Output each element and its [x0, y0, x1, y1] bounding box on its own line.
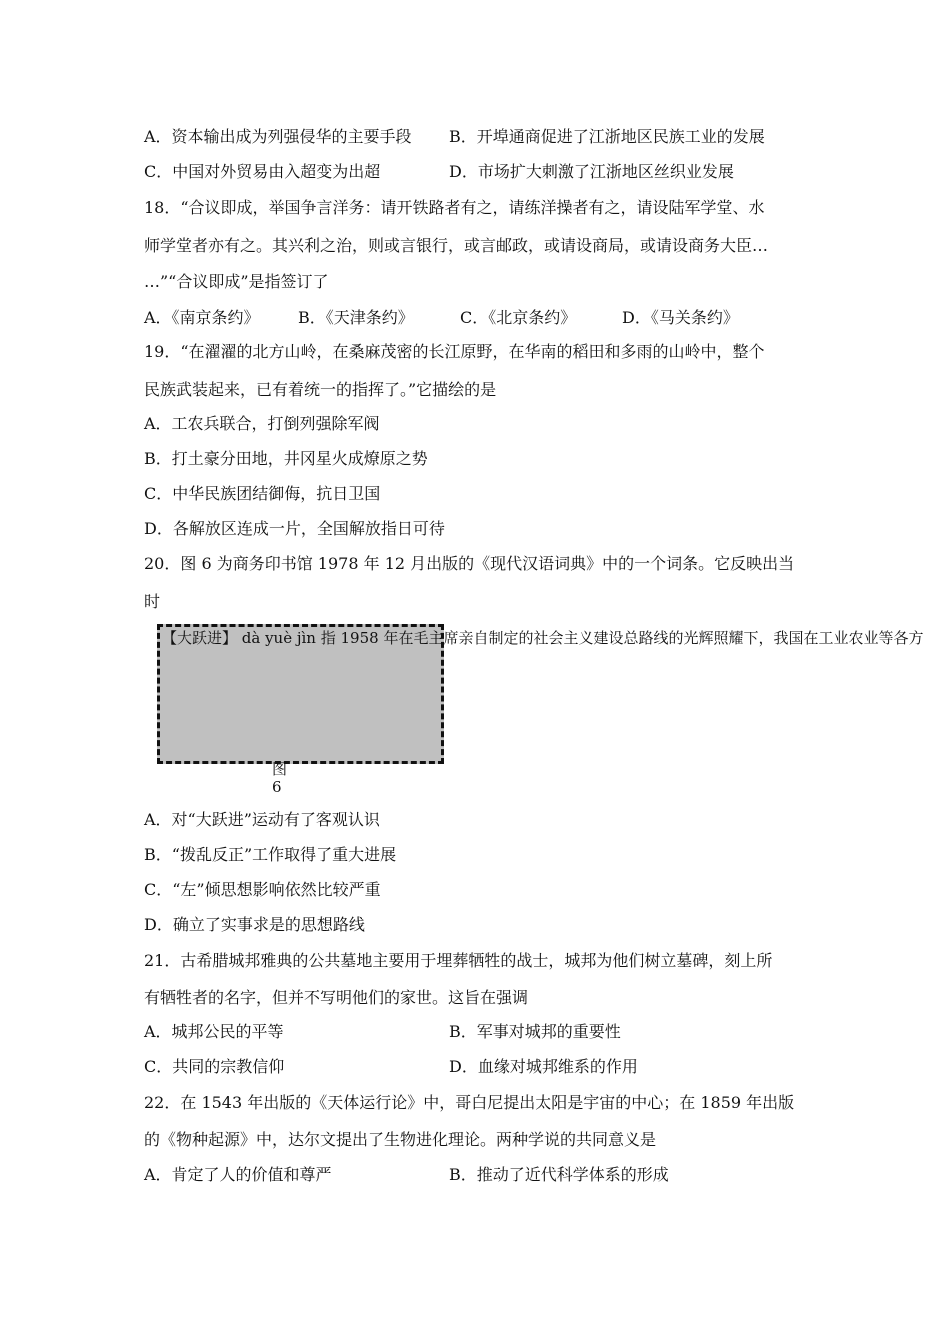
- q17-option-c: C．中国对外贸易由入超变为出超: [144, 162, 381, 181]
- q19-option-c: C．中华民族团结御侮，抗日卫国: [144, 484, 381, 503]
- q21-stem-line1: 21．古希腊城邦雅典的公共墓地主要用于埋葬牺牲的战士，城邦为他们树立墓碑，刻上所: [144, 951, 773, 970]
- q18-option-d: D．《马关条约》: [622, 308, 739, 327]
- q21-stem-line2: 有牺牲者的名字，但并不写明他们的家世。这旨在强调: [144, 988, 529, 1007]
- q20-option-c: C．“左”倾思想影响依然比较严重: [144, 880, 381, 899]
- q19-option-b: B．打土豪分田地，井冈星火成燎原之势: [144, 449, 428, 468]
- q17-option-d: D．市场扩大刺激了江浙地区丝织业发展: [449, 162, 734, 181]
- q22-stem-line2: 的《物种起源》中，达尔文提出了生物进化理论。两种学说的共同意义是: [144, 1130, 657, 1149]
- q19-option-a: A．工农兵联合，打倒列强除军阀: [144, 414, 380, 433]
- q22-option-b: B．推动了近代科学体系的形成: [449, 1165, 669, 1184]
- figure-6-caption-char: 图: [272, 760, 288, 778]
- q17-option-b: B．开埠通商促进了江浙地区民族工业的发展: [449, 127, 765, 146]
- q18-stem-line2: 师学堂者亦有之。其兴利之治，则或言银行，或言邮政，或请设商局，或请设商务大臣…: [144, 236, 769, 255]
- q18-option-c: C．《北京条约》: [460, 308, 577, 327]
- figure-6-dictionary-entry: 【大跃进】 dà yuè jìn 指 1958 年在毛主席亲自制定的社会主义建设总路线的光辉照耀下，我国在工业农业等各方: [162, 629, 924, 647]
- figure-6-caption-number: 6: [272, 778, 282, 796]
- q19-stem-line2: 民族武装起来，已有着统一的指挥了。”它描绘的是: [144, 380, 497, 399]
- q21-option-a: A．城邦公民的平等: [144, 1022, 284, 1041]
- q20-stem-line1: 20．图 6 为商务印书馆 1978 年 12 月出版的《现代汉语词典》中的一个词条。它反映出当: [144, 554, 795, 573]
- q18-stem-line3: …”“合议即成”是指签订了: [144, 272, 329, 291]
- q19-option-d: D．各解放区连成一片，全国解放指日可待: [144, 519, 445, 538]
- q20-option-b: B．“拨乱反正”工作取得了重大进展: [144, 845, 397, 864]
- q20-stem-line2: 时: [144, 592, 161, 611]
- q22-stem-line1: 22．在 1543 年出版的《天体运行论》中，哥白尼提出太阳是宇宙的中心；在 1859 年出版: [144, 1093, 795, 1112]
- q20-option-d: D．确立了实事求是的思想路线: [144, 915, 365, 934]
- q21-option-d: D．血缘对城邦维系的作用: [449, 1057, 638, 1076]
- q22-option-a: A．肯定了人的价值和尊严: [144, 1165, 332, 1184]
- q18-option-b: B．《天津条约》: [298, 308, 414, 327]
- q18-option-a: A．《南京条约》: [144, 308, 260, 327]
- q19-stem-line1: 19．“在濯濯的北方山岭，在桑麻茂密的长江原野，在华南的稻田和多雨的山岭中，整个: [144, 342, 765, 361]
- q21-option-c: C．共同的宗教信仰: [144, 1057, 285, 1076]
- q17-option-a: A．资本输出成为列强侵华的主要手段: [144, 127, 412, 146]
- q18-stem-line1: 18．“合议即成，举国争言洋务：请开铁路者有之，请练洋操者有之，请设陆军学堂、水: [144, 198, 765, 217]
- q20-option-a: A．对“大跃进”运动有了客观认识: [144, 810, 380, 829]
- q21-option-b: B．军事对城邦的重要性: [449, 1022, 621, 1041]
